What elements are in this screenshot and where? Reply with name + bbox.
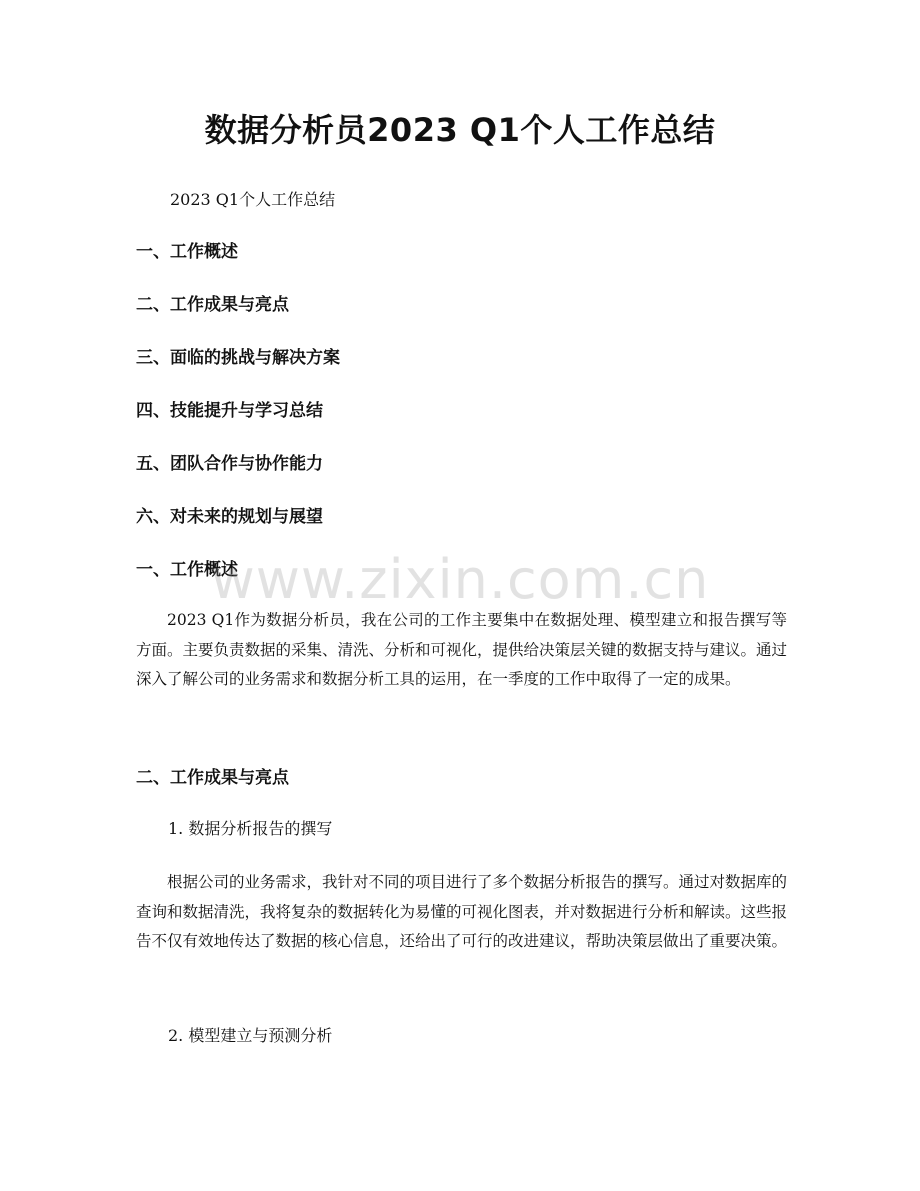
toc-item-2: 二、工作成果与亮点: [136, 295, 289, 315]
toc-item-6: 六、对未来的规划与展望: [136, 507, 323, 527]
section-2-item-1: 1. 数据分析报告的撰写: [168, 819, 333, 838]
section-1-heading: 一、工作概述: [136, 560, 238, 580]
toc-item-3: 三、面临的挑战与解决方案: [136, 348, 340, 368]
toc-item-1: 一、工作概述: [136, 242, 238, 262]
section-2-heading: 二、工作成果与亮点: [136, 768, 289, 788]
section-2-paragraph-1: 根据公司的业务需求，我针对不同的项目进行了多个数据分析报告的撰写。通过对数据库的查询和数据清洗，我将复杂的数据转化为易懂的可视化图表，并对数据进行分析和解读。这些报告不仅有效地传达了数据的核心信息，还给出了可行的改进建议，帮助决策层做出了重要决策。: [136, 873, 788, 950]
document-title: 数据分析员2023 Q1个人工作总结: [204, 111, 716, 149]
section-1-paragraph: 2023 Q1作为数据分析员，我在公司的工作主要集中在数据处理、模型建立和报告撰写等方面。主要负责数据的采集、清洗、分析和可视化，提供给决策层关键的数据支持与建议。通过深入了解公司的业务需求和数据分析工具的运用，在一季度的工作中取得了一定的成果。: [136, 611, 788, 688]
document-subtitle: 2023 Q1个人工作总结: [170, 190, 336, 209]
watermark: www.zixin.com.cn: [210, 548, 710, 611]
toc-item-5: 五、团队合作与协作能力: [136, 454, 323, 474]
section-2-item-2: 2. 模型建立与预测分析: [168, 1026, 333, 1045]
toc-item-4: 四、技能提升与学习总结: [136, 401, 323, 421]
